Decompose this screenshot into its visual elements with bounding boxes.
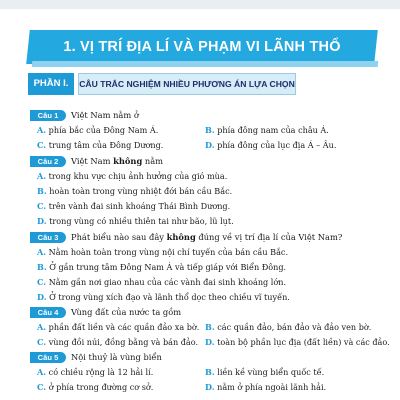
question-number-badge: Câu 3 xyxy=(30,232,66,243)
option-letter: A. xyxy=(37,367,47,377)
option-a: A. phần đất liền và các quần đảo xa bờ. xyxy=(37,322,200,332)
option-letter: C. xyxy=(37,277,47,287)
option-c: C. trên vành đai sinh khoáng Thái Bình Dương. xyxy=(37,201,231,211)
question-number-badge: Câu 5 xyxy=(30,352,66,363)
option-a: A. trong khu vực chịu ảnh hưởng của gió mùa. xyxy=(37,171,228,181)
option-letter: A. xyxy=(37,125,47,135)
option-letter: C. xyxy=(37,337,47,347)
option-letter: A. xyxy=(37,247,47,257)
option-a: A. có chiều rộng là 12 hải lí. xyxy=(37,367,154,377)
page-title: 1. VỊ TRÍ ĐỊA LÍ VÀ PHẠM VI LÃNH THỔ xyxy=(63,39,341,55)
option-letter: D. xyxy=(205,382,215,392)
question-text: Phát biểu nào sau đây không đúng về vị trí địa lí của Việt Nam? xyxy=(71,232,343,242)
option-c: C. vùng đồi núi, đồng bằng và bán đảo. xyxy=(37,337,199,347)
option-letter: C. xyxy=(37,201,47,211)
option-d: D. trong vùng có nhiều thiên tai như bão, lũ lụt. xyxy=(37,216,234,226)
option-letter: B. xyxy=(205,367,215,377)
option-c: C. ở phía trong đường cơ sở. xyxy=(37,382,154,392)
option-letter: B. xyxy=(205,125,215,135)
option-b: B. liền kề vùng biển quốc tế. xyxy=(205,367,325,377)
option-b: B. Ở gần trung tâm Đông Nam Á và tiếp giáp với Biển Đông. xyxy=(37,262,287,272)
top-strip xyxy=(0,0,400,9)
question-number-badge: Câu 2 xyxy=(30,156,66,167)
option-d: D. phía đông của lục địa Á – Âu. xyxy=(205,140,337,150)
option-b: B. các quần đảo, bán đảo và đảo ven bờ. xyxy=(205,322,372,332)
option-letter: C. xyxy=(37,140,47,150)
option-b: B. phía đông nam của châu Á. xyxy=(205,125,329,135)
option-a: A. phía bắc của Đông Nam Á. xyxy=(37,125,159,135)
option-letter: D. xyxy=(37,216,47,226)
question-text: Việt Nam nằm ở xyxy=(71,110,139,120)
option-letter: D. xyxy=(205,337,215,347)
question-number-badge: Câu 1 xyxy=(30,110,66,121)
question-text: Nội thuỷ là vùng biển xyxy=(71,352,162,362)
option-letter: C. xyxy=(37,382,47,392)
option-letter: D. xyxy=(205,140,215,150)
option-letter: B. xyxy=(37,186,47,196)
option-letter: A. xyxy=(37,171,47,181)
option-d: D. nằm ở phía ngoài lãnh hải. xyxy=(205,382,327,392)
option-d: D. Ở trong vùng xích đạo và lãnh thổ dọc theo chiều vĩ tuyến. xyxy=(37,292,290,302)
option-d: D. toàn bộ phần lục địa (đất liền) và các đảo. xyxy=(205,337,390,347)
option-c: C. trung tâm của Đông Dương. xyxy=(37,140,164,150)
option-letter: D. xyxy=(37,292,47,302)
part-title: CÂU TRẮC NGHIỆM NHIỀU PHƯƠNG ÁN LỰA CHỌN xyxy=(78,73,296,95)
option-letter: A. xyxy=(37,322,47,332)
option-letter: B. xyxy=(37,262,47,272)
question-text: Vùng đất của nước ta gồm xyxy=(71,307,182,317)
option-letter: B. xyxy=(205,322,215,332)
question-text: Việt Nam không nằm xyxy=(71,156,164,166)
option-c: C. Nằm gần nơi giao nhau của các vành đai sinh khoáng lớn. xyxy=(37,277,287,287)
question-number-badge: Câu 4 xyxy=(30,307,66,318)
option-a: A. Nằm hoàn toàn trong vùng nội chí tuyến của bán cầu Bắc. xyxy=(37,247,289,257)
part-tag: PHẦN I. xyxy=(28,73,74,95)
option-b: B. hoàn toàn trong vùng nhiệt đới bán cầu Bắc. xyxy=(37,186,233,196)
